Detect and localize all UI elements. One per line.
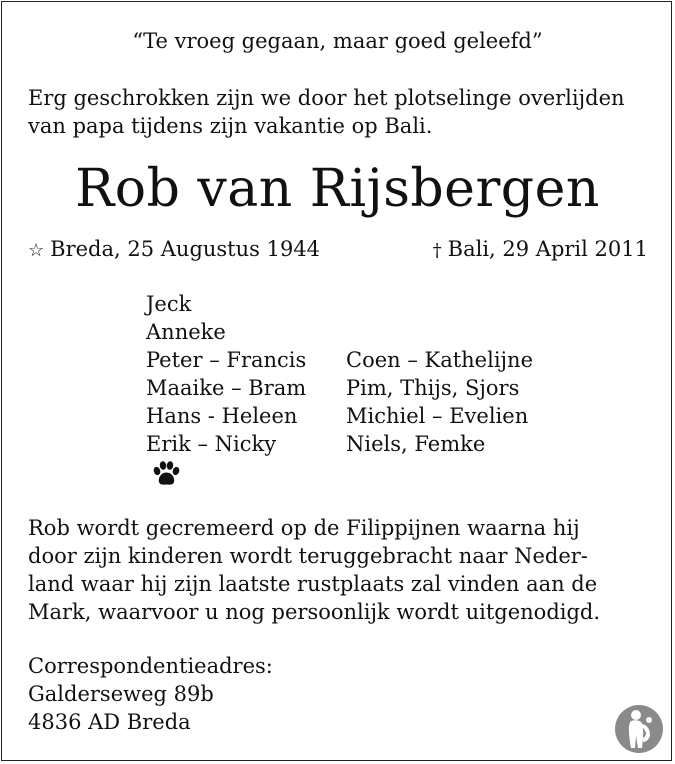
star-icon: ☆	[28, 240, 45, 261]
motto: “Te vroeg gegaan, maar goed geleefd”	[132, 29, 543, 53]
body-line: door zijn kinderen wordt teruggebracht naar Neder-	[28, 544, 588, 568]
intro-line: Erg geschrokken zijn we door het plotselinge overlijden	[28, 86, 625, 110]
intro-line: van papa tijdens zijn vakantie op Bali.	[28, 114, 433, 138]
death-info	[433, 235, 648, 265]
family-member: Erik – Nicky	[146, 432, 277, 456]
address-street: Galderseweg 89b	[28, 682, 214, 706]
family-member: Peter – Francis	[146, 348, 307, 372]
body-line: Rob wordt gecremeerd op de Filippijnen waarna hij	[28, 516, 580, 540]
correspondence-address	[28, 652, 273, 736]
body-line: Mark, waarvoor u nog persoonlijk wordt uitgenodigd.	[28, 600, 601, 624]
body-paragraph	[28, 514, 648, 626]
address-label: Correspondentieadres:	[28, 654, 273, 678]
mourning-figure-logo	[614, 702, 664, 754]
intro-paragraph	[28, 84, 650, 140]
birth-info	[28, 235, 320, 265]
life-dates	[28, 235, 648, 263]
grandchildren: Niels, Femke	[346, 432, 486, 456]
family-member: Maaike – Bram	[146, 376, 307, 400]
family-member: Jeck	[146, 292, 192, 316]
address-city: 4836 AD Breda	[28, 710, 191, 734]
family-member: Anneke	[146, 320, 226, 344]
family-member: Hans - Heleen	[146, 404, 298, 428]
deceased-name: Rob van Rijsbergen	[75, 159, 600, 219]
death-text: Bali, 29 April 2011	[447, 237, 648, 261]
body-line: land waar hij zijn laatste rustplaats zal vinden aan de	[28, 572, 598, 596]
grandchildren: Michiel – Evelien	[346, 404, 529, 428]
grandchildren: Pim, Thijs, Sjors	[346, 376, 520, 400]
grandchildren: Coen – Kathelijne	[346, 348, 534, 372]
paw-print-icon	[152, 460, 180, 488]
birth-text: Breda, 25 Augustus 1944	[50, 237, 321, 261]
cross-icon: †	[432, 240, 442, 261]
